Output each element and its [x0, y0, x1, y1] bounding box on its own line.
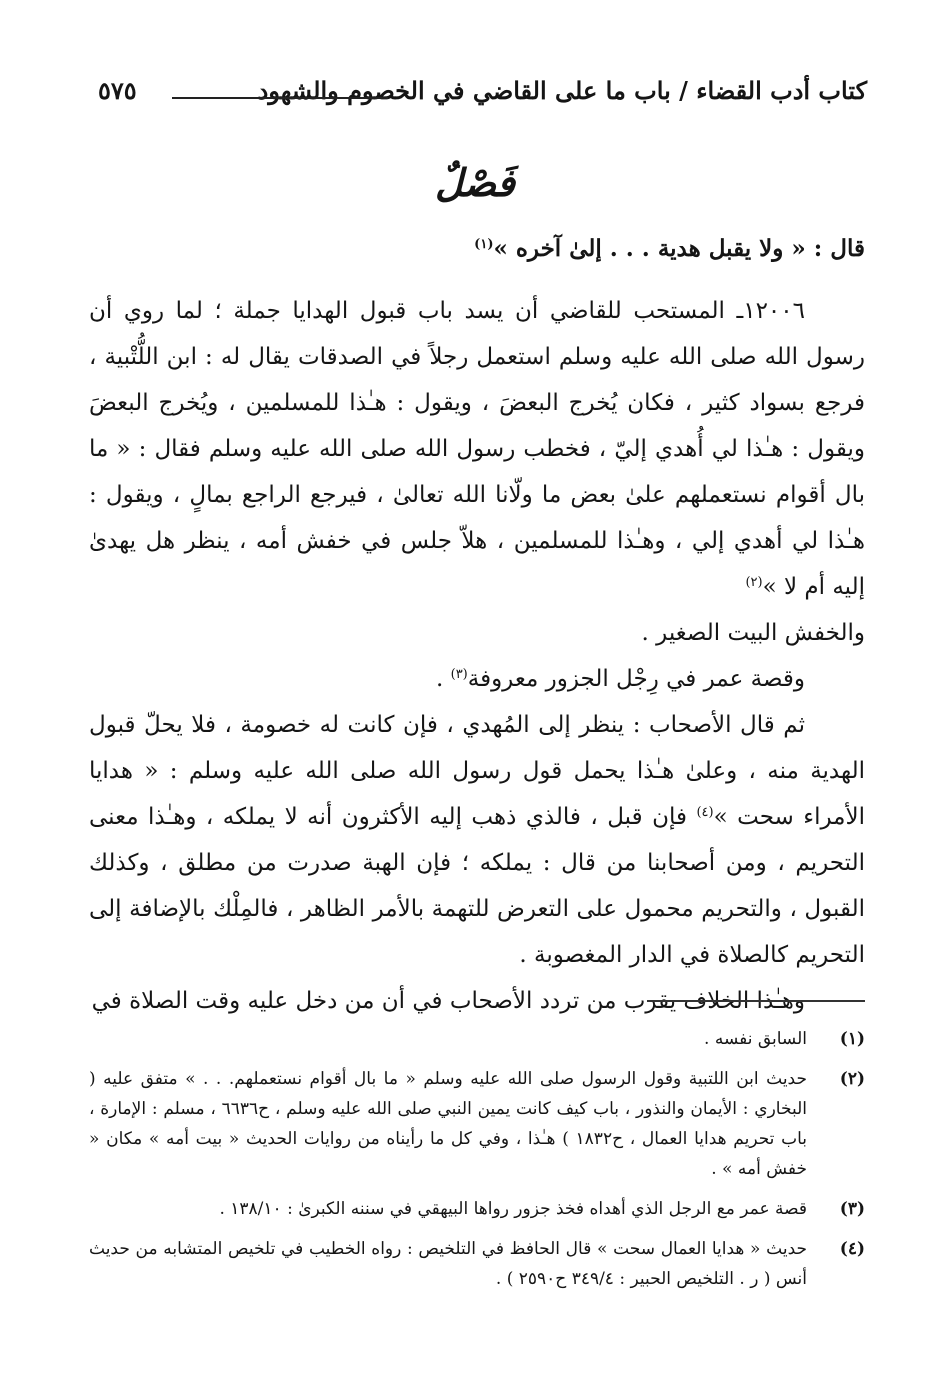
footnote-ref-1: (١): [474, 237, 494, 252]
quote-text: قال : « ولا يقبل هدية . . . إلىٰ آخره »: [493, 235, 865, 262]
footnote-text: السابق نفسه .: [704, 1029, 807, 1049]
footnote-text: قصة عمر مع الرجل الذي أهداه فخذ جزور رواها البيهقي في سننه الكبرىٰ : ١٣٨/١٠ .: [219, 1199, 807, 1219]
footnote-3: [89, 1194, 865, 1224]
footnote-ref-3: (٣): [450, 667, 468, 682]
header-rule: [172, 97, 388, 99]
paragraph-khafsh: [89, 610, 865, 656]
footnote-number: (٢): [839, 1069, 865, 1089]
footnote-text: حديث « هدايا العمال سحت » قال الحافظ في التلخيص : رواه الخطيب في تلخيص المتشابه من حديث أنس ( ر . التلخيص الحبير : ٣٤٩/٤ ح٢٥٩٠ ) .: [89, 1239, 807, 1289]
footnote-number: (٤): [839, 1239, 865, 1259]
section-heading: فَصْلٌ: [435, 160, 515, 205]
footnote-ref-2: (٢): [745, 575, 763, 590]
footnote-number: (٣): [839, 1199, 865, 1219]
footnotes: [89, 1024, 865, 1294]
footnote-text: حديث ابن اللتبية وقول الرسول صلى الله عليه وسلم « ما بال أقوام نستعملهم. . . » متفق عليه ( البخاري : الأيمان والنذور ، باب كيف كانت يمين النبي صلى الله عليه وسلم ، ح٦٦٣٦ ، مسلم : الإمارة ، باب تحريم هدايا العمال ، ح١٨٣٢ ) هـٰذا ، وفي كل ما رأيناه من روايات الحديث « بيت أمه » مكان « خفش أمه » .: [89, 1069, 808, 1179]
footnote-ref-4: (٤): [696, 805, 714, 820]
header-title: كتاب أدب القضاء / باب ما على القاضي في الخصوم والشهود: [257, 76, 867, 105]
footnote-number: (١): [839, 1029, 865, 1049]
page-number: ٥٧٥: [98, 76, 137, 105]
footnote-4: [89, 1234, 865, 1294]
paragraph-suffix: فإن قبل ، فالذي ذهب إليه الأكثرون أنه لا يملكه ، وهـٰذا معنى التحريم ، ومن أصحابنا من قال : يملكه ؛ فإن الهبة صدرت من مطلق ، وكذلك القبول ، والتحريم محمول على التعرض للتهمة بالأمر الظاهر ، فالمِلْك بالإضافة إلى التحريم كالصلاة في الدار المغصوبة .: [89, 804, 865, 968]
running-header: [98, 76, 867, 116]
paragraph-text: والخفش البيت الصغير .: [641, 620, 865, 646]
paragraph-12006: [89, 288, 865, 610]
paragraph-umar: [89, 656, 865, 702]
paragraph-text: وقصة عمر في رِجْل الجزور معروفة: [467, 666, 805, 692]
paragraph-ashab: [89, 702, 865, 978]
paragraph-text: ثم قال الأصحاب : ينظر إلى المُهدي ، فإن كانت له خصومة ، فلا يحلّ قبول الهدية منه ، وعلىٰ هـٰذا يحمل قول رسول الله صلى الله عليه وسلم : « هدايا الأمراء سحت »: [89, 712, 865, 830]
main-text: [89, 226, 865, 1024]
paragraph-suffix: .: [435, 666, 451, 692]
footnote-1: [89, 1024, 865, 1054]
paragraph-text: وهـٰذا الخلاف يقرب من تردد الأصحاب في أن من دخل عليه وقت الصلاة في: [91, 988, 805, 1014]
quoted-statement: [89, 226, 865, 272]
footnote-2: [89, 1064, 865, 1184]
footnote-separator: [647, 1000, 865, 1002]
paragraph-text: ١٢٠٠٦ـ المستحب للقاضي أن يسد باب قبول الهدايا جملة ؛ لما روي أن رسول الله صلى الله عليه وسلم استعمل رجلاً في الصدقات يقال له : ابن اللُّتْبية ، فرجع بسواد كثير ، فكان يُخرج البعضَ ، ويقول : هـٰذا للمسلمين ، ويُخرج البعضَ ويقول : هـٰذا لي أُهدي إليّ ، فخطب رسول الله صلى الله عليه وسلم فقال : « ما بال أقوام نستعملهم علىٰ بعض ما ولّانا الله تعالىٰ ، فيرجع الراجع بمالٍ ، ويقول : هـٰذا لي أهدي إلي ، وهـٰذا للمسلمين ، هلاّ جلس في خفش أمه ، ينظر هل يهدىٰ إليه أم لا »: [89, 298, 865, 600]
